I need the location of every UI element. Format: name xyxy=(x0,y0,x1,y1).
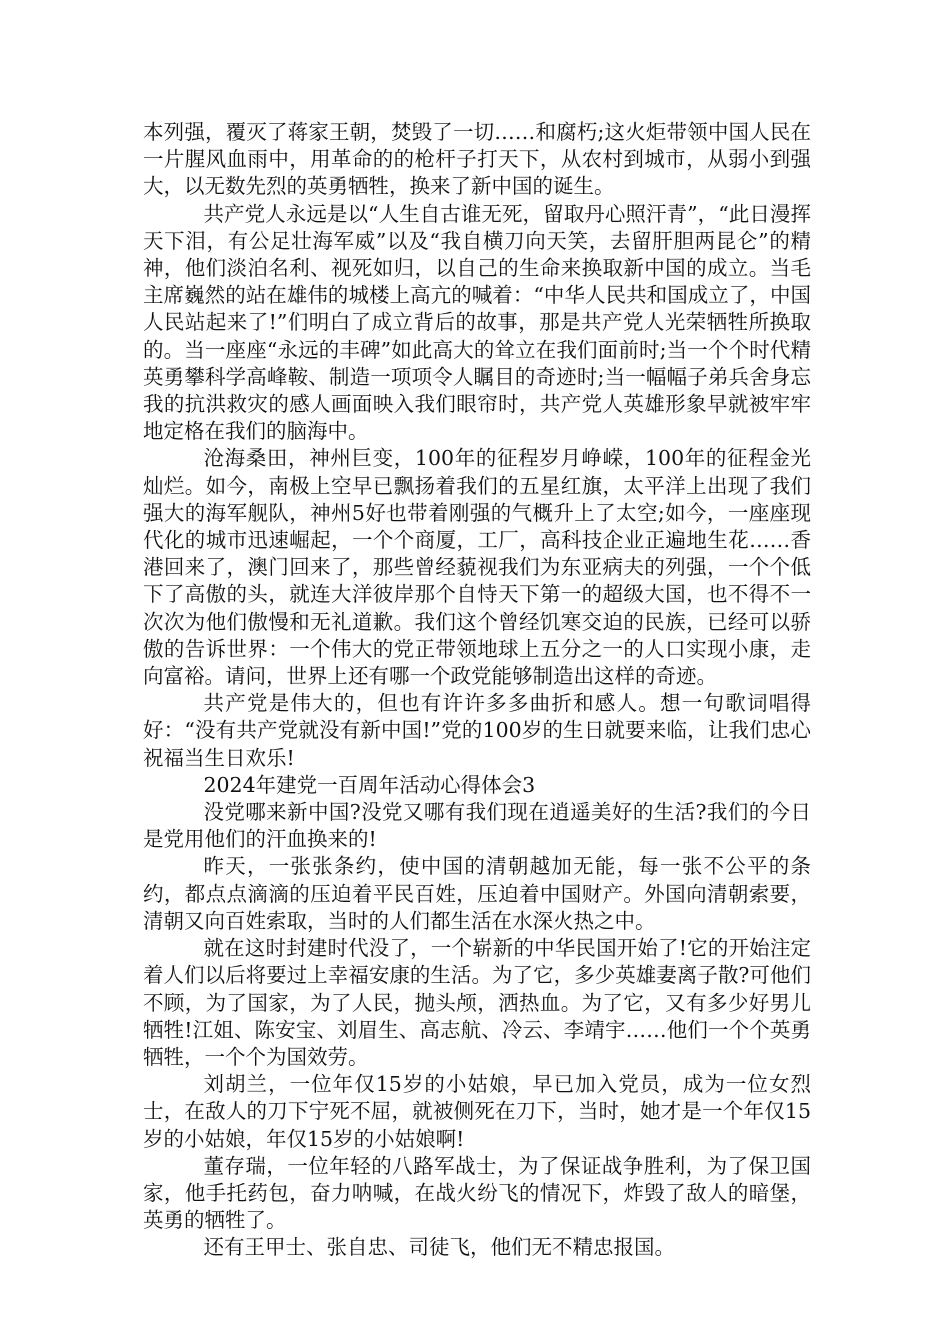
paragraph-1: 本列强，覆灭了蒋家王朝，焚毁了一切……和腐朽;这火炬带领中国人民在一片腥风血雨中，用革命的的枪杆子打天下，从农村到城市，从弱小到强大，以无数先烈的英勇牺牲，换来了新中国的诞生。 xyxy=(143,120,811,199)
paragraph-3: 沧海桑田，神州巨变，100年的征程岁月峥嵘，100年的征程金光灿烂。如今，南极上空早已飘扬着我们的五星红旗，太平洋上出现了我们强大的海军舰队，神州5好也带着刚强的气概升上了太空;如今，一座座现代化的城市迅速崛起，一个个商厦，工厂，高科技企业正遍地生花……香港回来了，澳门回来了，那些曾经藐视我们为东亚病夫的列强，一个个低下了高傲的头，就连大洋彼岸那个自恃天下第一的超级大国，也不得不一次次为他们傲慢和无礼道歉。我们这个曾经饥寒交迫的民族，已经可以骄傲的告诉世界：一个伟大的党正带领地球上五分之一的人口实现小康，走向富裕。请问，世界上还有哪一个政党能够制造出这样的奇迹。 xyxy=(143,446,811,689)
paragraph-9: 董存瑞，一位年轻的八路军战士，为了保证战争胜利，为了保卫国家，他手托药包，奋力呐喊，在战火纷飞的情况下，炸毁了敌人的暗堡，英勇的牺牲了。 xyxy=(143,1153,811,1233)
paragraph-10: 还有王甲士、张自忠、司徒飞，他们无不精忠报国。 xyxy=(203,1235,675,1260)
paragraph-8: 刘胡兰，一位年仅15岁的小姑娘，早已加入党员，成为一位女烈士，在敌人的刀下宁死不屈，就被侧死在刀下，当时，她才是一个年仅15岁的小姑娘，年仅15岁的小姑娘啊! xyxy=(143,1072,811,1151)
section-heading: 2024年建党一百周年活动心得体会3 xyxy=(203,772,536,797)
paragraph-6: 昨天，一张张条约，使中国的清朝越加无能，每一张不公平的条约，都点点滴滴的压迫着平民百姓，压迫着中国财产。外国向清朝索要，清朝又向百姓索取，当时的人们都生活在水深火热之中。 xyxy=(143,854,811,933)
paragraph-4: 共产党是伟大的，但也有许许多多曲折和感人。想一句歌词唱得好：“没有共产党就没有新中国!”党的100岁的生日就要来临，让我们忠心祝福当生日欢乐! xyxy=(143,691,811,770)
document-page xyxy=(143,119,811,1262)
paragraph-7: 就在这时封建时代没了，一个崭新的中华民国开始了!它的开始注定着人们以后将要过上幸福安康的生活。为了它，多少英雄妻离子散?可他们不顾，为了国家，为了人民，抛头颅，洒热血。为了它，又有多少好男儿牺牲!江姐、陈安宝、刘眉生、高志航、冷云、李靖宇……他们一个个英勇牺牲，一个个为国效劳。 xyxy=(143,936,811,1069)
paragraph-5: 没党哪来新中国?没党又哪有我们现在逍遥美好的生活?我们的今日是党用他们的汗血换来的! xyxy=(143,800,811,852)
paragraph-2: 共产党人永远是以“人生自古谁无死，留取丹心照汗青”，“此日漫挥天下泪，有公足壮海军威”以及“我自横刀向天笑，去留肝胆两昆仑”的精神，他们淡泊名利、视死如归，以自己的生命来换取新中国的成立。当毛主席巍然的站在雄伟的城楼上高亢的喊着：“中华人民共和国成立了，中国人民站起来了!”们明白了成立背后的故事，那是共产党人光荣牺牲所换取的。当一座座“永远的丰碑”如此高大的耸立在我们面前时;当一个个时代精英勇攀科学高峰鞍、制造一项项令人瞩目的奇迹时;当一幅幅子弟兵舍身忘我的抗洪救灾的感人画面映入我们眼帘时，共产党人英雄形象早就被牢牢地定格在我们的脑海中。 xyxy=(143,201,811,444)
